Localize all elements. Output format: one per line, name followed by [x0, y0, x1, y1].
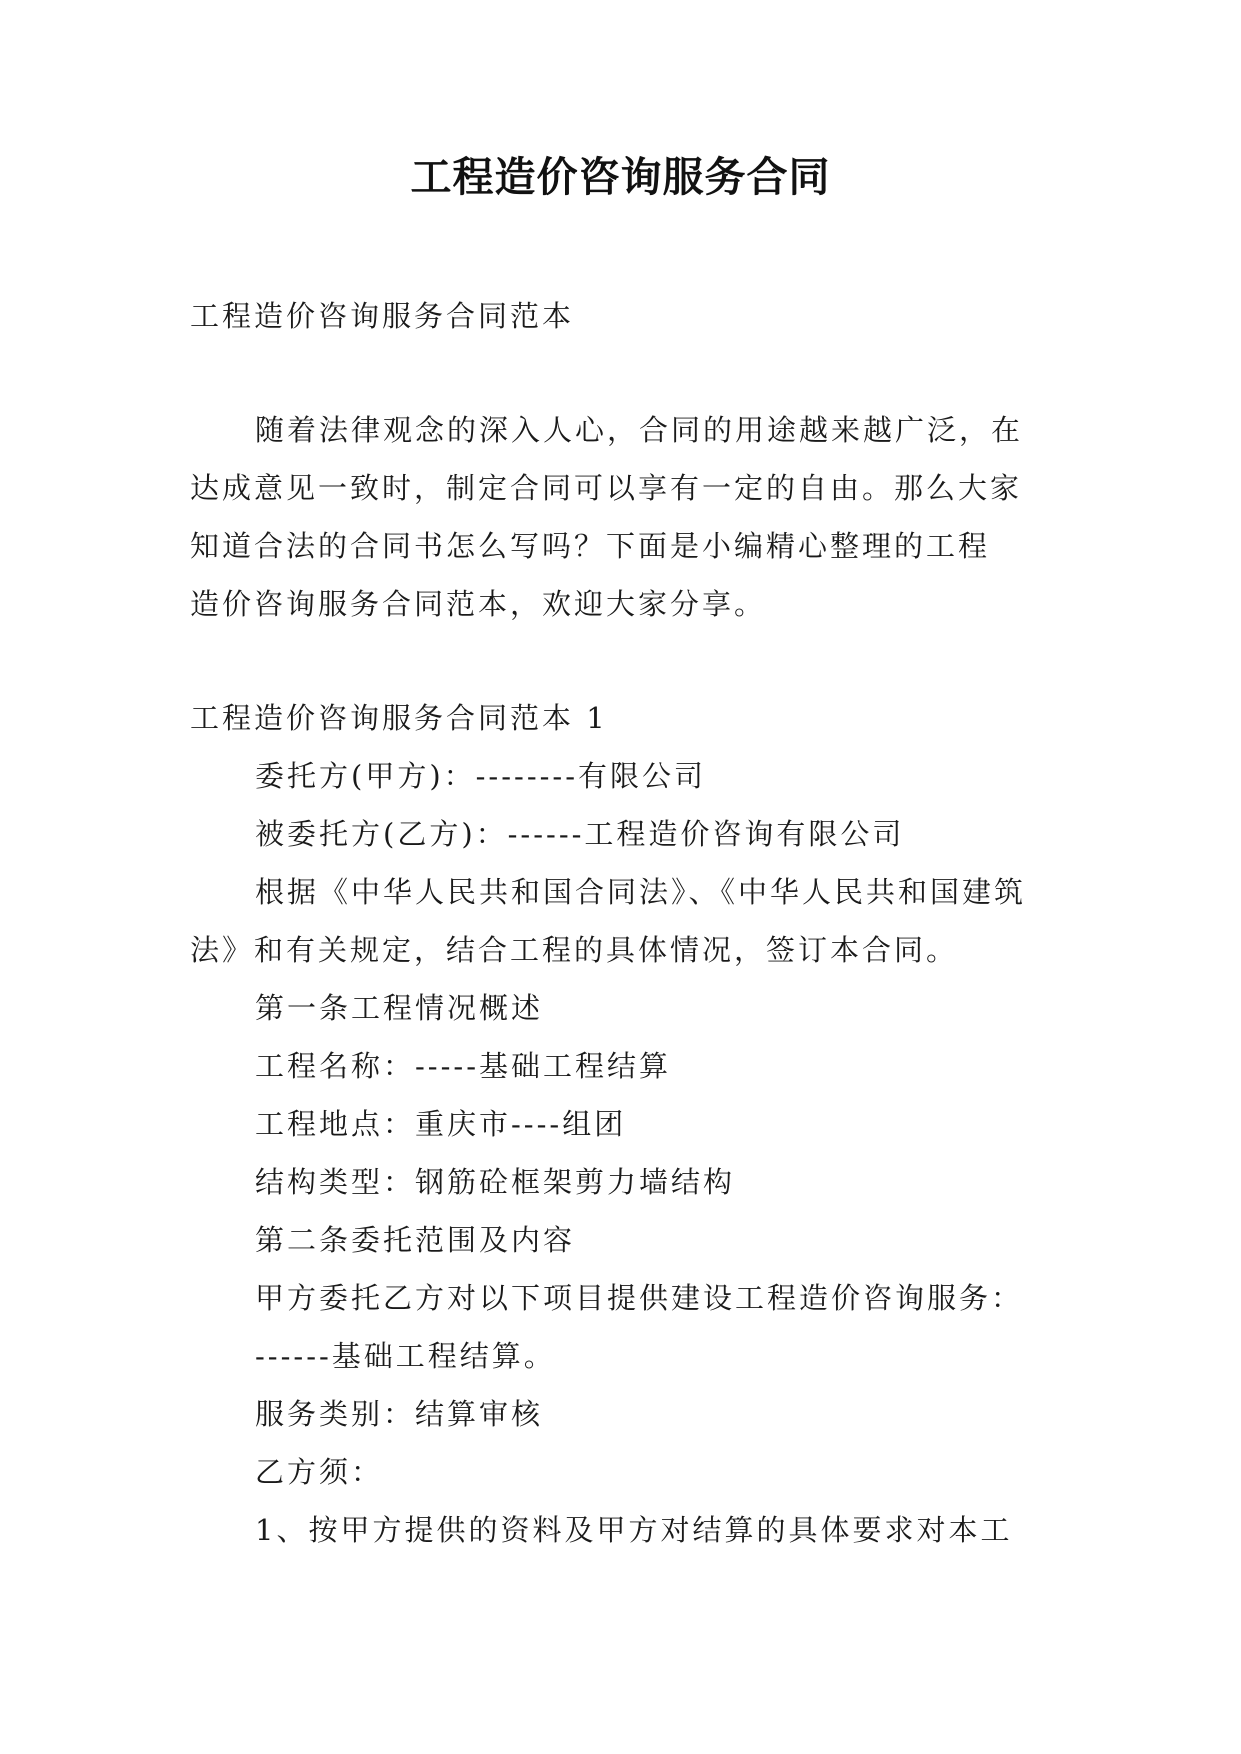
- document-subtitle: 工程造价咨询服务合同范本: [190, 299, 575, 333]
- party-b-line: 被委托方(乙方)：------工程造价咨询有限公司: [255, 817, 905, 851]
- project-name-line: 工程名称：-----基础工程结算: [255, 1049, 671, 1083]
- body-paragraph-line: ------基础工程结算。: [255, 1339, 556, 1373]
- body-paragraph-line: 法》和有关规定，结合工程的具体情况，签订本合同。: [190, 933, 959, 967]
- section-heading: 工程造价咨询服务合同范本 1: [190, 701, 608, 735]
- article-1-heading: 第一条工程情况概述: [255, 991, 544, 1025]
- body-paragraph-line: 1、按甲方提供的资料及甲方对结算的具体要求对本工: [255, 1513, 1013, 1547]
- party-a-line: 委托方(甲方)：--------有限公司: [255, 759, 707, 793]
- document-title: 工程造价咨询服务合同: [410, 153, 831, 201]
- structure-type-line: 结构类型：钢筋砼框架剪力墙结构: [255, 1165, 736, 1199]
- project-location-line: 工程地点：重庆市----组团: [255, 1107, 627, 1141]
- intro-paragraph-line: 达成意见一致时，制定合同可以享有一定的自由。那么大家: [190, 471, 1023, 505]
- service-category-line: 服务类别：结算审核: [255, 1397, 544, 1431]
- article-2-heading: 第二条委托范围及内容: [255, 1223, 576, 1257]
- party-b-duties-heading: 乙方须：: [255, 1455, 384, 1489]
- body-paragraph-line: 甲方委托乙方对以下项目提供建设工程造价咨询服务：: [255, 1281, 1024, 1315]
- intro-paragraph-line: 随着法律观念的深入人心，合同的用途越来越广泛，在: [255, 413, 1024, 447]
- intro-paragraph-line: 知道合法的合同书怎么写吗？下面是小编精心整理的工程: [190, 529, 991, 563]
- body-paragraph-line: 根据《中华人民共和国合同法》、《中华人民共和国建筑: [255, 875, 1027, 909]
- intro-paragraph-line: 造价咨询服务合同范本，欢迎大家分享。: [190, 587, 767, 621]
